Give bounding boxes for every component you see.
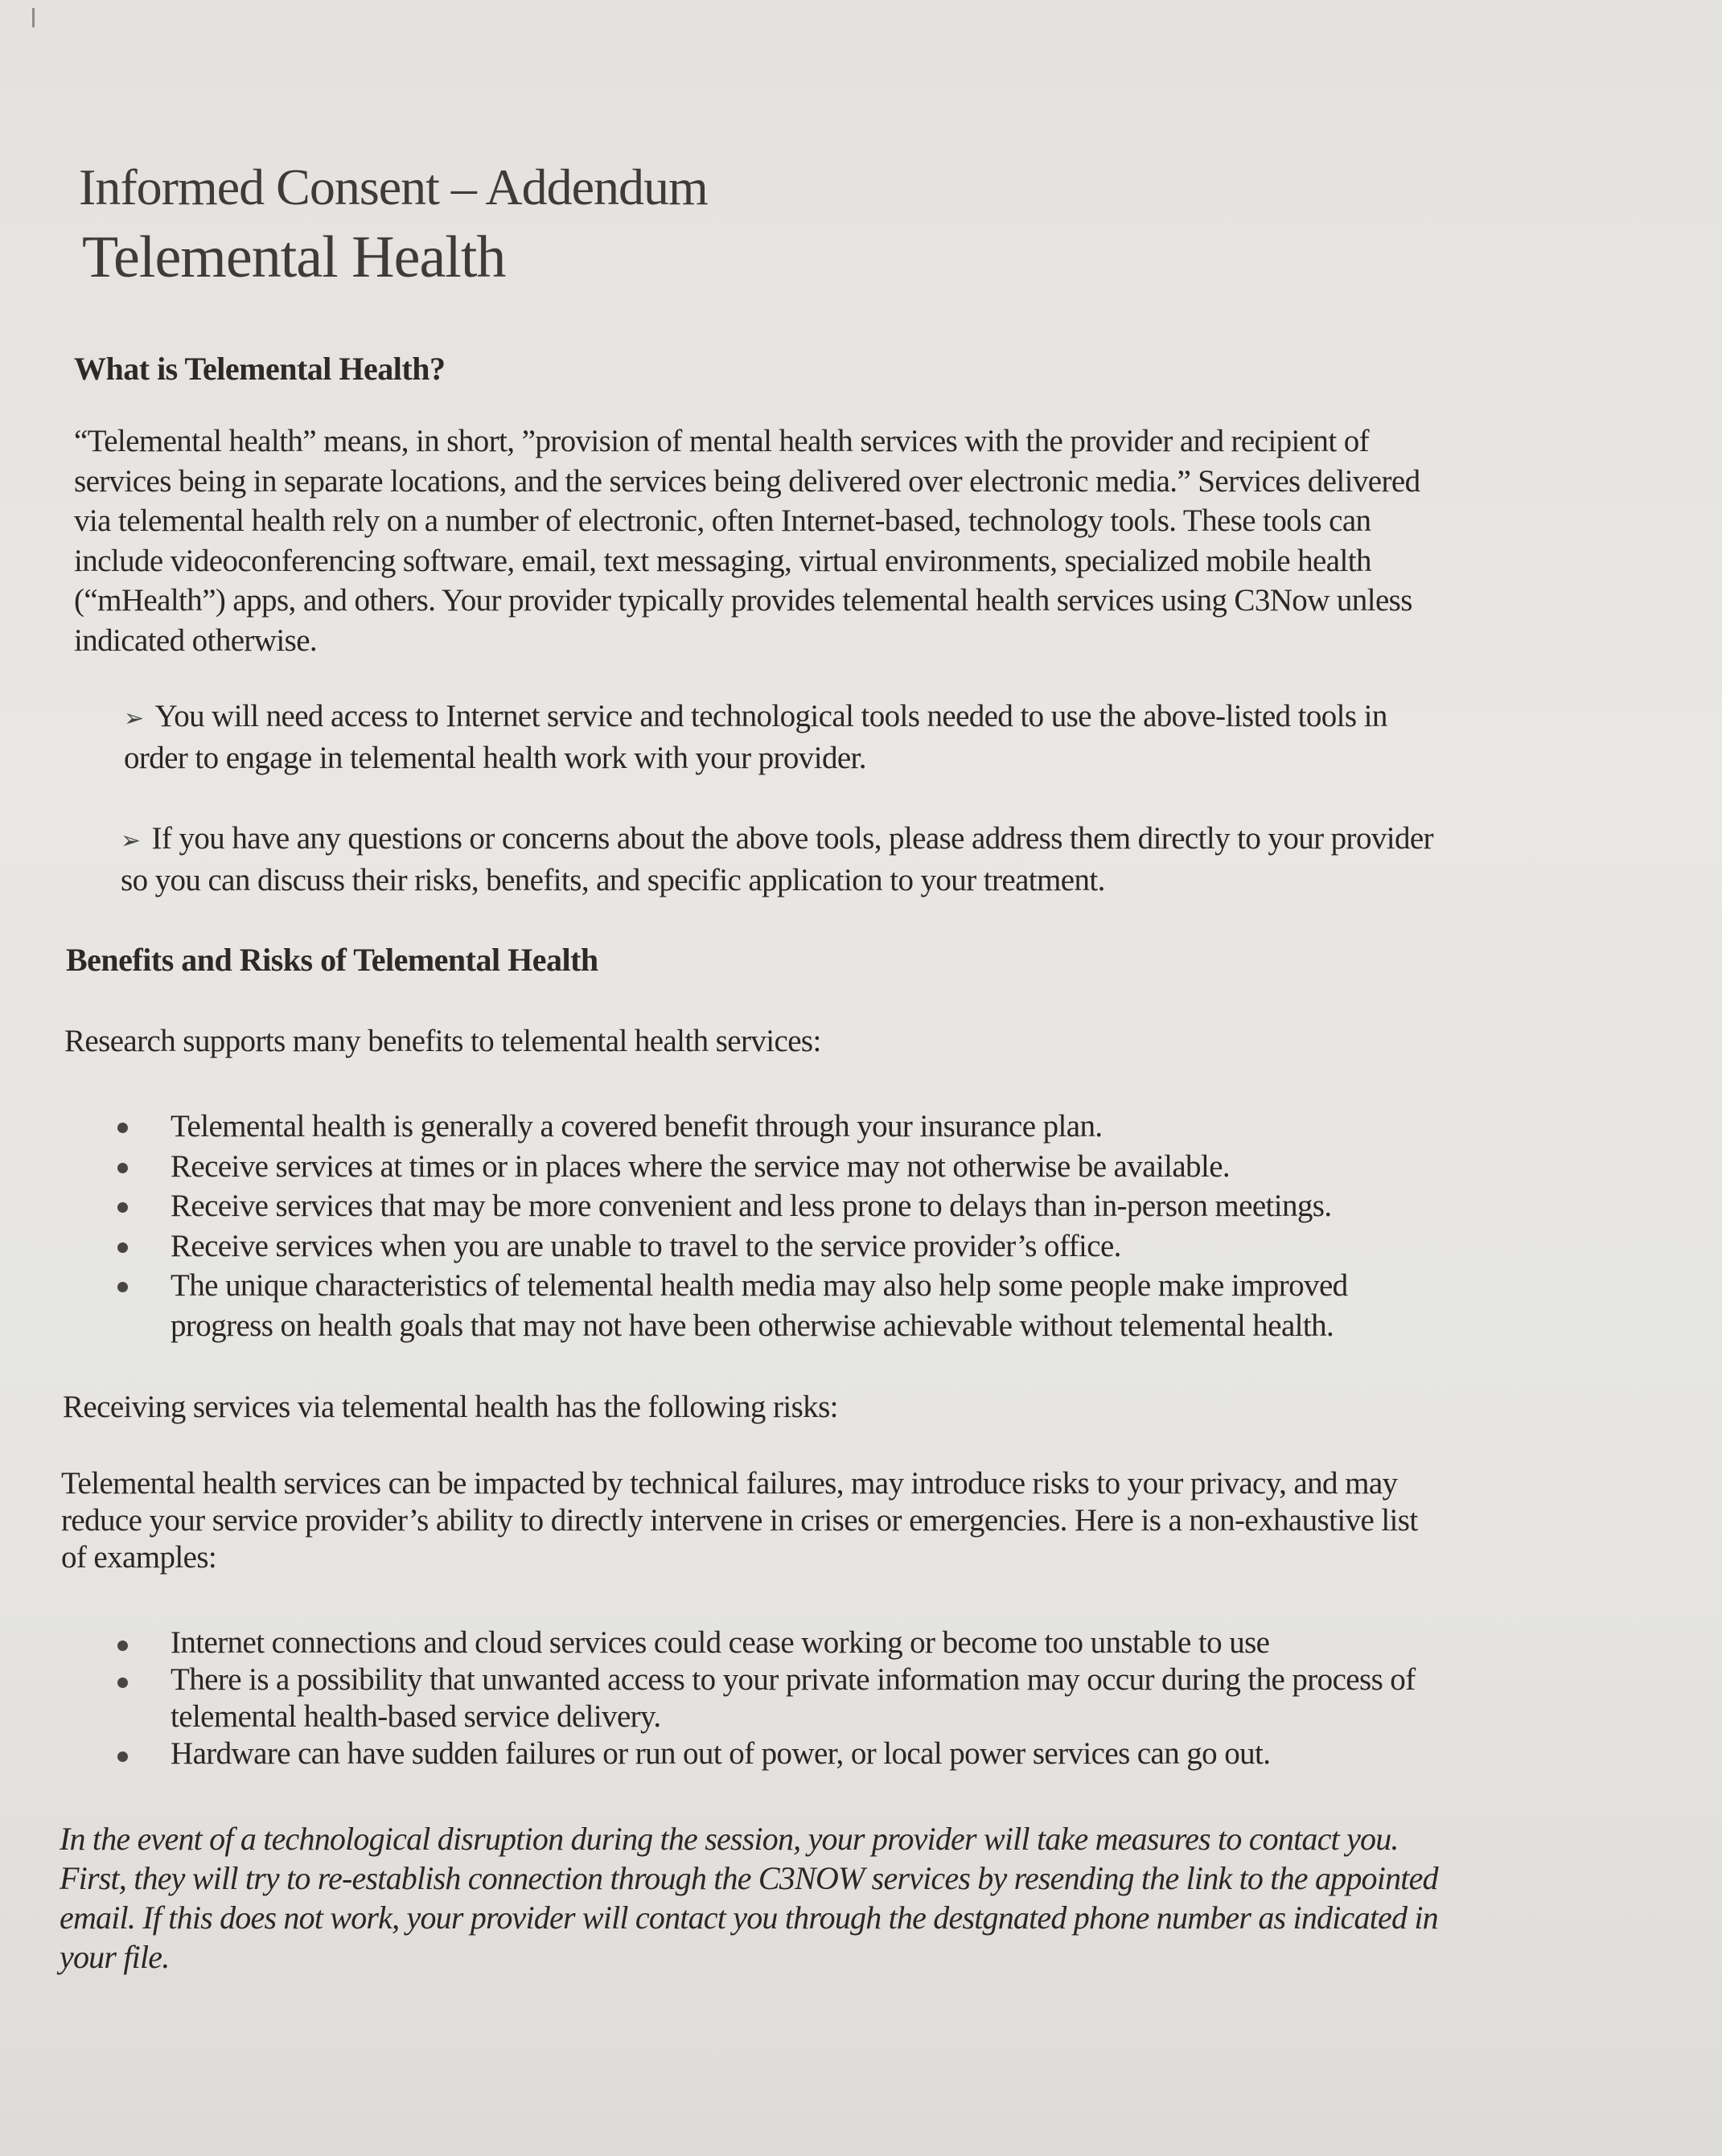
bullet-icon [117,1678,128,1688]
bullet-icon [117,1242,128,1253]
list-item [117,1661,1416,1735]
disruption-paragraph [60,1819,1438,1977]
section-heading-what-is: What is Telemental Health? [74,351,446,387]
list-item-text: Receive services at times or in places where the service may not otherwise be available. [171,1148,1231,1184]
document-title: Informed Consent – Addendum [79,158,708,216]
paragraph-line: (“mHealth”) apps, and others. Your provider typically provides telemental health services using C3Now unless [74,583,1412,618]
arrow-item-text: You will need access to Internet service and technological tools needed to use the above-listed tools in [154,699,1387,733]
list-item-text: progress on health goals that may not have been otherwise achievable without telemental health. [171,1308,1334,1343]
list-item [117,1107,1348,1147]
list-item [117,1186,1348,1226]
arrow-bullet-icon: ➢ [121,827,141,854]
bullet-icon [117,1641,128,1651]
bullet-icon [117,1163,128,1173]
list-item-text: Internet connections and cloud services could cease working or become too unstable to use [171,1625,1270,1660]
list-item-text: Hardware can have sudden failures or run out of power, or local power services can go out. [171,1736,1271,1771]
list-item-text: Telemental health is generally a covered benefit through your insurance plan. [171,1109,1103,1144]
risks-intro [63,1387,838,1427]
list-item-text: The unique characteristics of telemental health media may also help some people make improved [171,1268,1348,1303]
benefits-intro-text: Research supports many benefits to telemental health services: [64,1024,821,1058]
risks-paragraph [61,1465,1418,1576]
list-item [117,1735,1416,1772]
paragraph-line: In the event of a technological disruption during the session, your provider will take measures to contact you. [60,1821,1399,1857]
list-item [117,1226,1348,1267]
paragraph-line: indicated otherwise. [74,622,318,658]
definition-paragraph [74,421,1420,660]
paragraph-line: via telemental health rely on a number of electronic, often Internet-based, technology tools. These tools can [74,503,1371,538]
paragraph-line: Telemental health services can be impacted by technical failures, may introduce risks to your privacy, and may [61,1466,1398,1501]
arrow-item-text: If you have any questions or concerns about the above tools, please address them directly to your provider [151,821,1433,856]
benefits-intro [64,1021,821,1062]
bullet-icon [117,1123,128,1133]
paragraph-line: services being in separate locations, and the services being delivered over electronic media.” Services delivered [74,463,1420,499]
paragraph-line: your file. [60,1939,170,1975]
paragraph-line: First, they will try to re-establish connection through the C3NOW services by resending the link to the appointed [60,1860,1438,1896]
document-subtitle: Telemental Health [82,224,506,290]
paragraph-line: include videoconferencing software, email, text messaging, virtual environments, specialized mobile health [74,543,1371,578]
risks-intro-text: Receiving services via telemental health has the following risks: [63,1390,838,1424]
list-item-text: Receive services that may be more convenient and less prone to delays than in-person meetings. [171,1189,1332,1223]
arrow-bullet-icon: ➢ [124,705,144,732]
list-item-text: telemental health-based service delivery. [171,1699,661,1734]
list-item [117,1147,1348,1187]
bullet-icon [117,1282,128,1292]
list-item [117,1624,1416,1661]
list-item [117,1266,1348,1345]
arrow-item [124,696,1387,778]
arrow-item-text: order to engage in telemental health work with your provider. [124,741,866,775]
section-heading-benefits-risks: Benefits and Risks of Telemental Health [66,942,598,978]
bullet-icon [117,1202,128,1213]
pen-mark [32,8,35,27]
paragraph-line: email. If this does not work, your provider will contact you through the destgnated phone number as indicated in [60,1899,1438,1936]
arrow-item-text: so you can discuss their risks, benefits, and specific application to your treatment. [121,863,1105,897]
bullet-icon [117,1751,128,1762]
arrow-item [121,819,1433,900]
list-item-text: There is a possibility that unwanted access to your private information may occur during the process of [171,1662,1416,1697]
risks-list [117,1624,1416,1772]
paragraph-line: reduce your service provider’s ability to directly intervene in crises or emergencies. Here is a non-exhaustive list [61,1503,1418,1538]
list-item-text: Receive services when you are unable to travel to the service provider’s office. [171,1228,1121,1263]
benefits-list [117,1107,1348,1345]
paragraph-line: of examples: [61,1540,217,1575]
paragraph-line: “Telemental health” means, in short, ”provision of mental health services with the provider and recipient of [74,424,1369,458]
